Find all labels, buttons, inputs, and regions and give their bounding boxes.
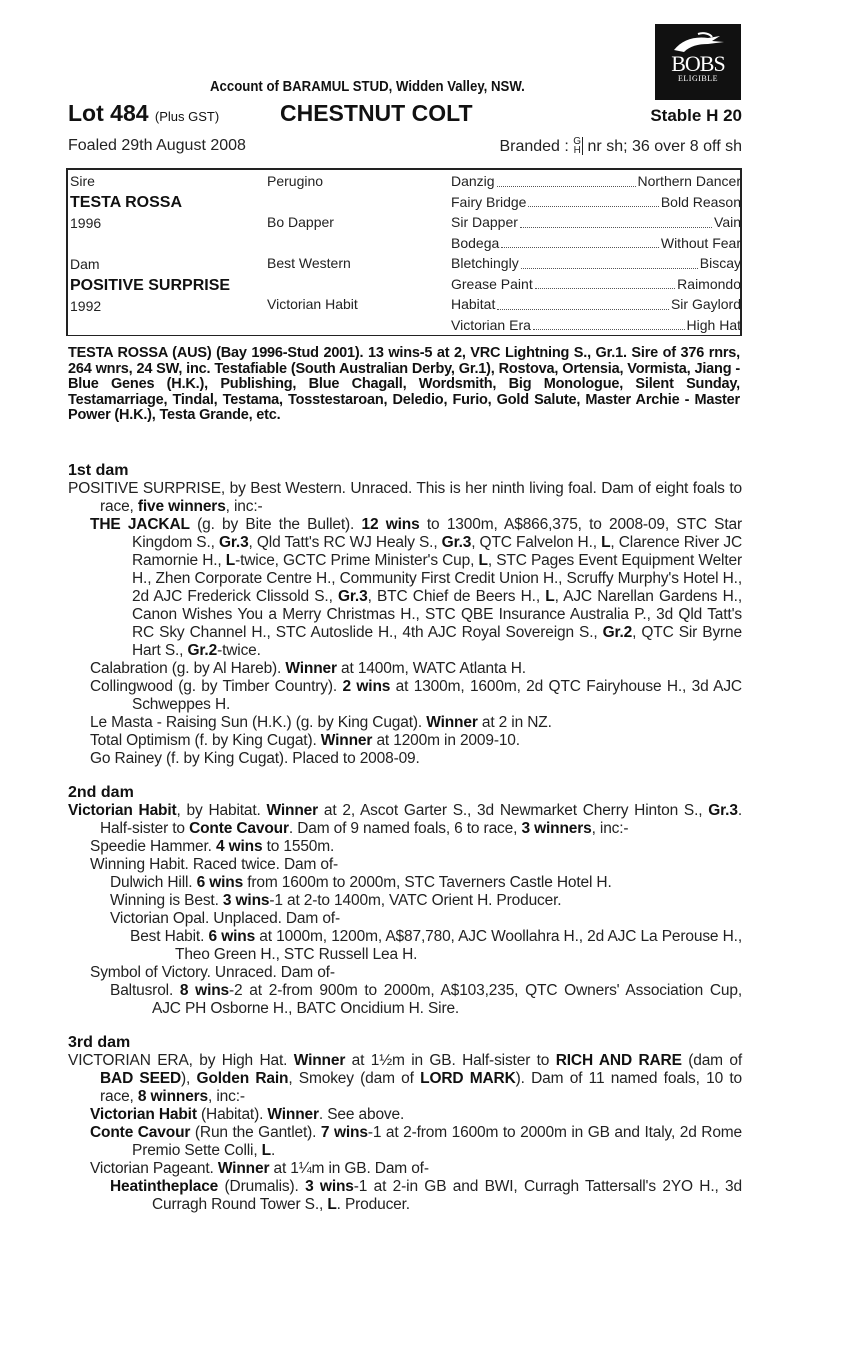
brand-bottom: H — [573, 145, 581, 156]
progeny-entry — [68, 1178, 742, 1214]
progeny-entry — [68, 856, 742, 874]
bold-text: 3 wins — [305, 1178, 354, 1195]
bold-text: 6 wins — [208, 928, 256, 945]
third-generation — [451, 171, 741, 335]
text: VICTORIAN ERA, by High Hat. — [68, 1052, 294, 1069]
bold-text: 3 winners — [521, 820, 592, 837]
bold-text: L — [327, 1196, 337, 1213]
progeny-entry — [68, 802, 742, 838]
bold-text: RICH AND RARE — [555, 1052, 682, 1069]
text: , QTC Sir Byrne Hart S., — [132, 624, 742, 659]
sire-label: Sire — [70, 173, 95, 189]
bold-text: L — [478, 552, 488, 569]
ancestor-sire: Biscay — [699, 255, 741, 271]
text: to 1300m, A$866,375, to 2008-09, STC Star Kingdom S., — [132, 516, 742, 551]
pedigree-row — [451, 294, 741, 315]
brand-info — [499, 137, 742, 156]
lot-number — [68, 100, 219, 127]
progeny-entry — [68, 892, 742, 910]
text: at 1200m in 2009-10. — [372, 732, 520, 749]
text: Calabration (g. by Al Hareb). — [90, 660, 286, 677]
text: , BTC Chief de Beers H., — [367, 588, 546, 605]
text: (Run the Gantlet). — [190, 1124, 321, 1141]
progeny-entry — [68, 678, 742, 714]
bold-text: Gr.3 — [708, 802, 738, 819]
ancestor-sire: Without Fear — [660, 234, 741, 251]
bold-text: BAD SEED — [100, 1070, 182, 1087]
text: Winning Habit. Raced twice. Dam of- — [90, 856, 339, 873]
bold-text: Winner — [285, 660, 337, 677]
bold-text: L — [601, 534, 611, 551]
text: . See above. — [318, 1106, 405, 1123]
text: to 1550m. — [262, 838, 335, 855]
ancestor: Danzig — [451, 173, 495, 189]
text: Le Masta - Raising Sun (H.K.) (g. by King Cugat). — [90, 714, 427, 731]
ancestor-sire: Northern Dancer — [637, 173, 741, 189]
text: -2 at 2-from 900m to 2000m, A$103,235, QTC Owners' Association Cup, AJC PH Osborne H., BATC Oncidium H. Sire. — [152, 982, 742, 1017]
ancestor: Bodega — [451, 234, 500, 251]
dam-section — [68, 462, 742, 768]
text: , inc:- — [225, 498, 263, 515]
progeny-entry — [68, 982, 742, 1018]
leader-dots — [520, 212, 712, 228]
leader-dots — [533, 315, 685, 331]
text: Speedie Hammer. — [90, 838, 216, 855]
leader-dots — [535, 274, 675, 290]
lot-label: Lot 484 — [68, 100, 149, 126]
bold-text: Victorian Habit — [68, 802, 177, 819]
text: Best Habit. — [130, 928, 209, 945]
text: Collingwood (g. by Timber Country). — [90, 678, 343, 695]
sire-summary: TESTA ROSSA (AUS) (Bay 1996-Stud 2001). 13 wins-5 at 2, VRC Lightning S., Gr.1. Sire of 376 rnrs, 264 wnrs, 24 SW, inc. Testafiable (South Australian Derby, Gr.1), Rostova, Ortensia, Vormista, Jiang - Blue Genes (H.K.), Publishing, Blue Chagall, Wordsmith, Big Monologue, Silent Sunday, Testamarriage, Tindal, Testama, Tosstestaroan, Deledio, Furio, Gold Salute, Master Archie - Master Power (H.K.), Testa Grande, etc. — [68, 345, 740, 423]
text: -twice. — [217, 642, 261, 659]
stable-location: Stable H 20 — [650, 106, 742, 125]
progeny-entry — [68, 964, 742, 982]
dam-year: 1992 — [70, 298, 102, 314]
progeny-entry — [68, 1052, 742, 1106]
ancestor: Sir Dapper — [451, 214, 518, 230]
progeny-entry — [68, 480, 742, 516]
brand-top: G — [573, 136, 582, 147]
text: Victorian Pageant. — [90, 1160, 218, 1177]
bold-text: Conte Cavour — [189, 820, 289, 837]
brand-details: nr sh; 36 over 8 off sh — [587, 138, 742, 155]
bold-text: 3 wins — [222, 892, 270, 909]
grandsire: Best Western — [267, 255, 351, 271]
text: at 1½m in GB. Half-sister to — [345, 1052, 556, 1069]
section-heading: 2nd dam — [68, 784, 134, 801]
text: (g. by Bite the Bullet). — [189, 516, 362, 533]
bold-text: 8 wins — [179, 982, 230, 999]
bold-text: 7 wins — [320, 1124, 368, 1141]
bold-text: Gr.3 — [218, 534, 249, 551]
pedigree-row — [451, 192, 741, 213]
text: , Qld Tatt's RC WJ Healy S., — [248, 534, 442, 551]
granddam: Bo Dapper — [267, 214, 334, 230]
bold-text: Winner — [217, 1160, 270, 1177]
text: -1 at 2-in GB and BWI, Curragh Tattersall's 2YO H., 3d Curragh Round Tower S., — [152, 1178, 742, 1213]
text: . Half-sister to — [100, 802, 742, 837]
text: Victorian Opal. Unplaced. Dam of- — [110, 910, 340, 927]
bobs-eligible-logo — [655, 24, 741, 100]
section-heading: 3rd dam — [68, 1034, 131, 1051]
text: Dulwich Hill. — [110, 874, 197, 891]
bold-text: Gr.3 — [441, 534, 472, 551]
ancestor-sire: Sir Gaylord — [670, 296, 741, 312]
progeny-entry — [68, 750, 742, 768]
pedigree-row — [451, 315, 741, 336]
text: , AJC Narellan Gardens H., Canon Wishes You a Merry Christmas H., STC QBE Insurance Australia P., 3d Qld Tatt's RC Sky Channel H., STC Autoslide H., 4th AJC Royal Sovereign S., — [132, 588, 742, 641]
ancestor-sire: Raimondo — [677, 275, 741, 292]
sire-column — [70, 171, 230, 317]
bold-text: Gr.3 — [338, 588, 368, 605]
text: Winning is Best. — [110, 892, 223, 909]
dam-label: Dam — [70, 256, 100, 272]
pedigree-row — [451, 274, 741, 295]
ancestor: Fairy Bridge — [451, 193, 527, 210]
text: at 1¼m in GB. Dam of- — [269, 1160, 429, 1177]
ancestor: Bletchingly — [451, 255, 519, 271]
bold-text: Gr.2 — [602, 624, 633, 641]
text: at 1000m, 1200m, A$87,780, AJC Woollahra H., 2d AJC La Perouse H., Theo Green H., STC Russell Lea H. — [175, 928, 742, 963]
pedigree-row — [451, 233, 741, 254]
family-details — [68, 462, 742, 1230]
text: , inc:- — [591, 820, 629, 837]
text: Go Rainey (f. by King Cugat). Placed to 2008-09. — [90, 750, 420, 767]
dam-section — [68, 1034, 742, 1214]
text: . — [271, 1142, 276, 1159]
progeny-entry — [68, 732, 742, 750]
bold-text: five winners — [137, 498, 226, 515]
text: . Producer. — [336, 1196, 410, 1213]
bold-text: 2 wins — [342, 678, 391, 695]
dam-name: POSITIVE SURPRISE — [70, 276, 231, 294]
dam-section — [68, 784, 742, 1018]
section-heading: 1st dam — [68, 462, 129, 479]
bold-text: L — [261, 1142, 271, 1159]
progeny-entry — [68, 714, 742, 732]
text: ). Dam of 11 named foals, 10 to race, — [100, 1070, 742, 1105]
progeny-entry — [68, 910, 742, 928]
ancestor: Grease Paint — [451, 275, 533, 292]
granddam: Victorian Habit — [267, 296, 358, 312]
bold-text: L — [225, 552, 236, 569]
text: (dam of — [681, 1052, 742, 1069]
bold-text: Conte Cavour — [90, 1124, 191, 1141]
bold-text: Heatintheplace — [110, 1178, 219, 1195]
text: , Clarence River JC Ramornie H., — [132, 534, 742, 569]
pedigree-table — [66, 168, 742, 336]
pedigree-row — [451, 253, 741, 274]
leader-dots — [528, 192, 658, 208]
bold-text: 6 wins — [196, 874, 244, 891]
gst-note: (Plus GST) — [154, 109, 220, 124]
progeny-entry — [68, 516, 742, 660]
bold-text: 4 wins — [215, 838, 263, 855]
leader-dots — [501, 233, 659, 249]
text: Baltusrol. — [110, 982, 180, 999]
ancestor-sire: Bold Reason — [660, 193, 741, 210]
text: at 1300m, 1600m, 2d QTC Fairyhouse H., 3d AJC Schweppes H. — [132, 678, 742, 713]
text: -1 at 2-from 1600m to 2000m in GB and Italy, 2d Rome Premio Sette Colli, — [132, 1124, 743, 1159]
pedigree-row — [451, 171, 741, 192]
bold-text: Victorian Habit — [90, 1106, 197, 1123]
bold-text: Winner — [426, 714, 478, 731]
text: , inc:- — [208, 1088, 245, 1105]
leader-dots — [521, 253, 698, 269]
ancestor: Victorian Era — [451, 316, 531, 333]
text: at 2 in NZ. — [477, 714, 552, 731]
sire-year: 1996 — [70, 215, 102, 231]
text: ), — [181, 1070, 197, 1087]
bold-text: LORD MARK — [420, 1070, 516, 1087]
progeny-entry — [68, 838, 742, 856]
bold-text: Winner — [267, 1106, 319, 1123]
text: (Drumalis). — [218, 1178, 306, 1195]
progeny-entry — [68, 1160, 742, 1178]
bold-text: 8 winners — [137, 1088, 209, 1105]
leader-dots — [497, 294, 669, 310]
brand-mark — [573, 137, 583, 155]
logo-text: BOBS — [671, 51, 725, 76]
text: Total Optimism (f. by King Cugat). — [90, 732, 321, 749]
branded-label: Branded : — [499, 138, 569, 155]
bold-text: Golden Rain — [196, 1070, 289, 1087]
bold-text: 12 wins — [361, 516, 420, 533]
grandsire: Perugino — [267, 173, 324, 189]
text: . Dam of 9 named foals, 6 to race, — [288, 820, 522, 837]
ancestor: Habitat — [451, 296, 496, 312]
text: -1 at 2-to 1400m, VATC Orient H. Producer. — [269, 892, 562, 909]
bold-text: Winner — [266, 802, 319, 819]
text: -twice, GCTC Prime Minister's Cup, — [235, 552, 479, 569]
bold-text: L — [545, 588, 555, 605]
text: , Smokey (dam of — [288, 1070, 421, 1087]
text: from 1600m to 2000m, STC Taverners Castle Hotel H. — [243, 874, 612, 891]
text: at 1400m, WATC Atlanta H. — [336, 660, 526, 677]
leader-dots — [497, 171, 636, 187]
progeny-entry — [68, 1124, 742, 1160]
vendor-account: Account of BARAMUL STUD, Widden Valley, NSW. — [210, 78, 525, 95]
progeny-entry — [68, 874, 742, 892]
ancestor-sire: Vain — [714, 214, 741, 230]
lot-title: CHESTNUT COLT — [280, 100, 473, 126]
second-generation — [267, 171, 358, 315]
bold-text: Gr.2 — [187, 642, 218, 659]
sire-name: TESTA ROSSA — [70, 193, 183, 211]
text: Symbol of Victory. Unraced. Dam of- — [90, 964, 335, 981]
ancestor-sire: High Hat — [686, 316, 741, 333]
pedigree-row — [451, 212, 741, 233]
progeny-entry — [68, 660, 742, 678]
text: at 2, Ascot Garter S., 3d Newmarket Cherry Hinton S., — [318, 802, 709, 819]
text: , STC Pages Event Equipment Welter H., Zhen Corporate Centre H., Community First Credit Union H., Scruffy Murphy's Hotel H., 2d AJC Frederick Clissold S., — [132, 552, 742, 605]
text: POSITIVE SURPRISE, by Best Western. Unraced. This is her ninth living foal. Dam of eight foals to race, — [68, 480, 742, 515]
logo-subtext: ELIGIBLE — [678, 74, 718, 83]
foaled-date: Foaled 29th August 2008 — [68, 137, 246, 154]
text: , by Habitat. — [176, 802, 267, 819]
progeny-entry — [68, 928, 742, 964]
text: (Habitat). — [196, 1106, 268, 1123]
bold-text: Winner — [293, 1052, 346, 1069]
progeny-entry — [68, 1106, 742, 1124]
bold-text: THE JACKAL — [90, 516, 190, 533]
text: , QTC Falvelon H., — [471, 534, 602, 551]
bold-text: Winner — [320, 732, 373, 749]
